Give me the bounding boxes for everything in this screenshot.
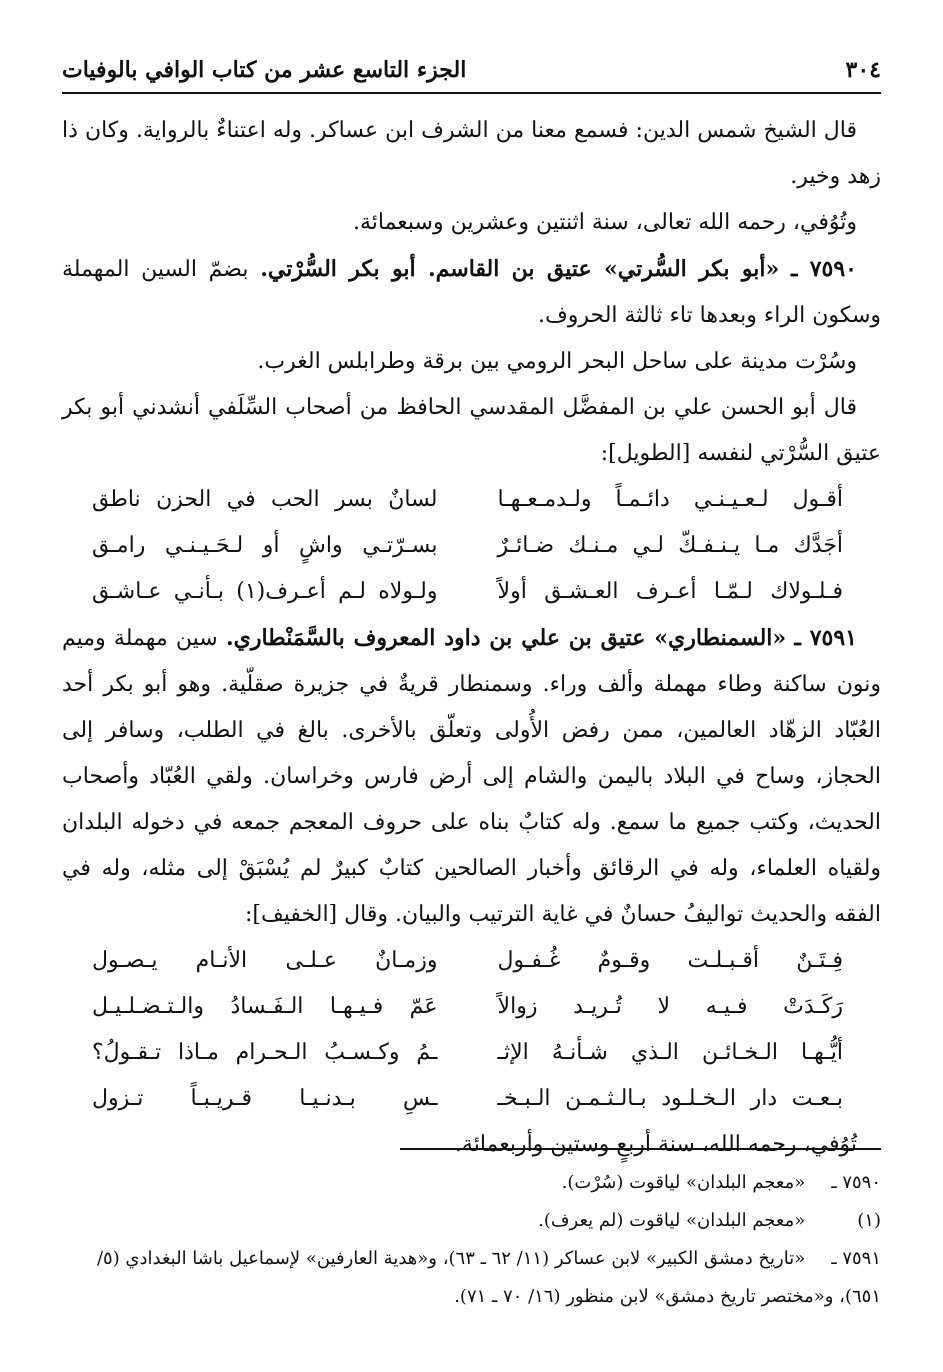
entry-heading: «السمنطاري» عتيق بن علي بن داود المعروف بالسَّمَنْطاري. [225,625,787,651]
entry-text: سين مهملة وميم ونون ساكنة وطاء مهملة وألف وراء. وسمنطار قريةٌ في جزيرة صقلّية. وهو أبو بكر أحد العُبّاد الزهّاد العالمين، ممن رفض الأُولى وتعلّق بالأخرى. بالغ في الطلب، وسافر إلى الحجاز، وساح في البلاد باليمن والشام إلى أرض فارس وخراسان. ولقي العُبّاد وأصحاب الحديث، وكتب جميع ما سمع. وله كتابٌ بناه على حروف المعجم جمعه في دخوله البلدان ولقياه العلماء، وله في الرقائق وأخبار الصالحين كتابٌ كبيرٌ لم يُسْبَقْ إلى مثله، وله في الفقه والحديث تواليفُ حسانٌ في غاية الترتيب والبيان. وقال [الخفيف]: [62,626,881,927]
entry-7591 [62,615,881,938]
verse-line [62,938,881,984]
footnote [62,1164,881,1202]
running-title: الجزء التاسع عشر من كتاب الوافي بالوفيات [62,57,467,83]
hemistich-first: أيُّـهـا الـخـائـن الـذي شـأنـهُ الإثـ [497,1040,843,1065]
hemistich-first: أقـول لـعـيـنـي دائـمـاً ولـدمـعـهـا [497,487,843,512]
poem-tawil [62,477,881,615]
hemistich-first: بـعـت دار الـخـلـود بـالـثـمـن الـبـخـ [497,1086,843,1111]
paragraph-abulhasan: قال أبو الحسن علي بن المفضَّل المقدسي الحافظ من أصحاب السِّلَفي أنشدني أبو بكر عتيق السُّرْتي لنفسه [الطويل]: [62,395,881,466]
footnote-text: «معجم البلدان» لياقوت (لم يعرف). [538,1210,806,1231]
entry-7590 [62,246,881,339]
entry-text: بضمّ السين المهملة وسكون الراء وبعدها تاء ثالثة الحروف. [62,257,881,328]
hemistich-first: أجَدَّك مـا يـنـفـكّ لـي مـنـك ضـائـرٌ [497,533,843,558]
verse-line [62,1030,881,1076]
footnote [62,1202,881,1240]
verse-line [62,1076,881,1122]
hemistich-first: فِـتَـنٌ أقـبـلـت وقـومٌ غُـفـول [497,948,843,973]
verse-line [62,569,881,615]
hemistich-second: ـمُ وكـسـبُ الـحـرام مـاذا تـقـولُ؟ [92,1040,438,1065]
footnote-number: ٧٥٩١ ـ [831,1248,881,1269]
footnote-number: ٧٥٩٠ ـ [831,1172,881,1193]
paragraph-death-date: وتُوُفي، رحمه الله تعالى، سنة اثنتين وعشرين وسبعمائة. [352,210,857,235]
main-text [62,108,881,1168]
verse-line [62,984,881,1030]
verse-line [62,477,881,523]
hemistich-second: عَمّ فـيـهـا الـفَـسادُ والـتـضـلـيـل [92,994,438,1019]
footnote-number: (١) [857,1210,881,1231]
hemistich-first: رَكَـدَتْ فـيـه لا تُـريـد زوالاً [497,994,843,1019]
poem-khafif [62,938,881,1122]
entry-number: ٧٥٩٠ ـ [790,256,857,282]
footnotes [62,1164,881,1316]
hemistich-second: ولـولاه لـم أعـرف(١) بـأنـي عـاشـق [92,579,438,604]
hemistich-second: وزمـانٌ عـلـى الأنـام يـصـول [92,948,438,973]
footnote-text: «معجم البلدان» لياقوت (سُرْت). [561,1172,806,1193]
paragraph-surt: وسُرْت مدينة على ساحل البحر الرومي بين برقة وطرابلس الغرب. [257,349,857,374]
footnote [62,1240,881,1316]
paragraph-death-date-2: تُوُفي، رحمه الله، سنة أربعٍ وستين وأربعمائة. [454,1132,857,1157]
footnote-divider [400,1148,881,1150]
hemistich-first: فـلـولاك لـمّـا أعـرف العـشـق أولاً [497,579,843,604]
entry-heading: «أبو بكر السُّرتي» عتيق بن القاسم. أبو بكر السُّرْتي. [260,256,780,282]
hemistich-second: لسانٌ بسر الحب في الحزن ناطق [92,487,438,512]
page-number: ٣٠٤ [845,57,881,83]
footnote-text: «تاريخ دمشق الكبير» لابن عساكر (١١/ ٦٢ ـ ٦٣)، و«هدية العارفين» لإسماعيل باشا البغدادي (٥/ ٦٥١)، و«مختصر تاريخ دمشق» لابن منظور (١٦/ ٧٠ ـ ٧١). [96,1248,881,1307]
paragraph-shams-aldin: قال الشيخ شمس الدين: فسمع معنا من الشرف ابن عساكر. وله اعتناءٌ بالرواية. وكان ذا زهد وخير. [62,118,881,189]
hemistich-second: ـسِ بـدنـيـا قـريـبـاً تـزول [92,1086,438,1111]
page-header [62,48,881,94]
verse-line [62,523,881,569]
hemistich-second: بسـرّتـي واشٍ أو لـحَـيـنـي رامـق [92,533,438,558]
entry-number: ٧٥٩١ ـ [794,625,857,651]
